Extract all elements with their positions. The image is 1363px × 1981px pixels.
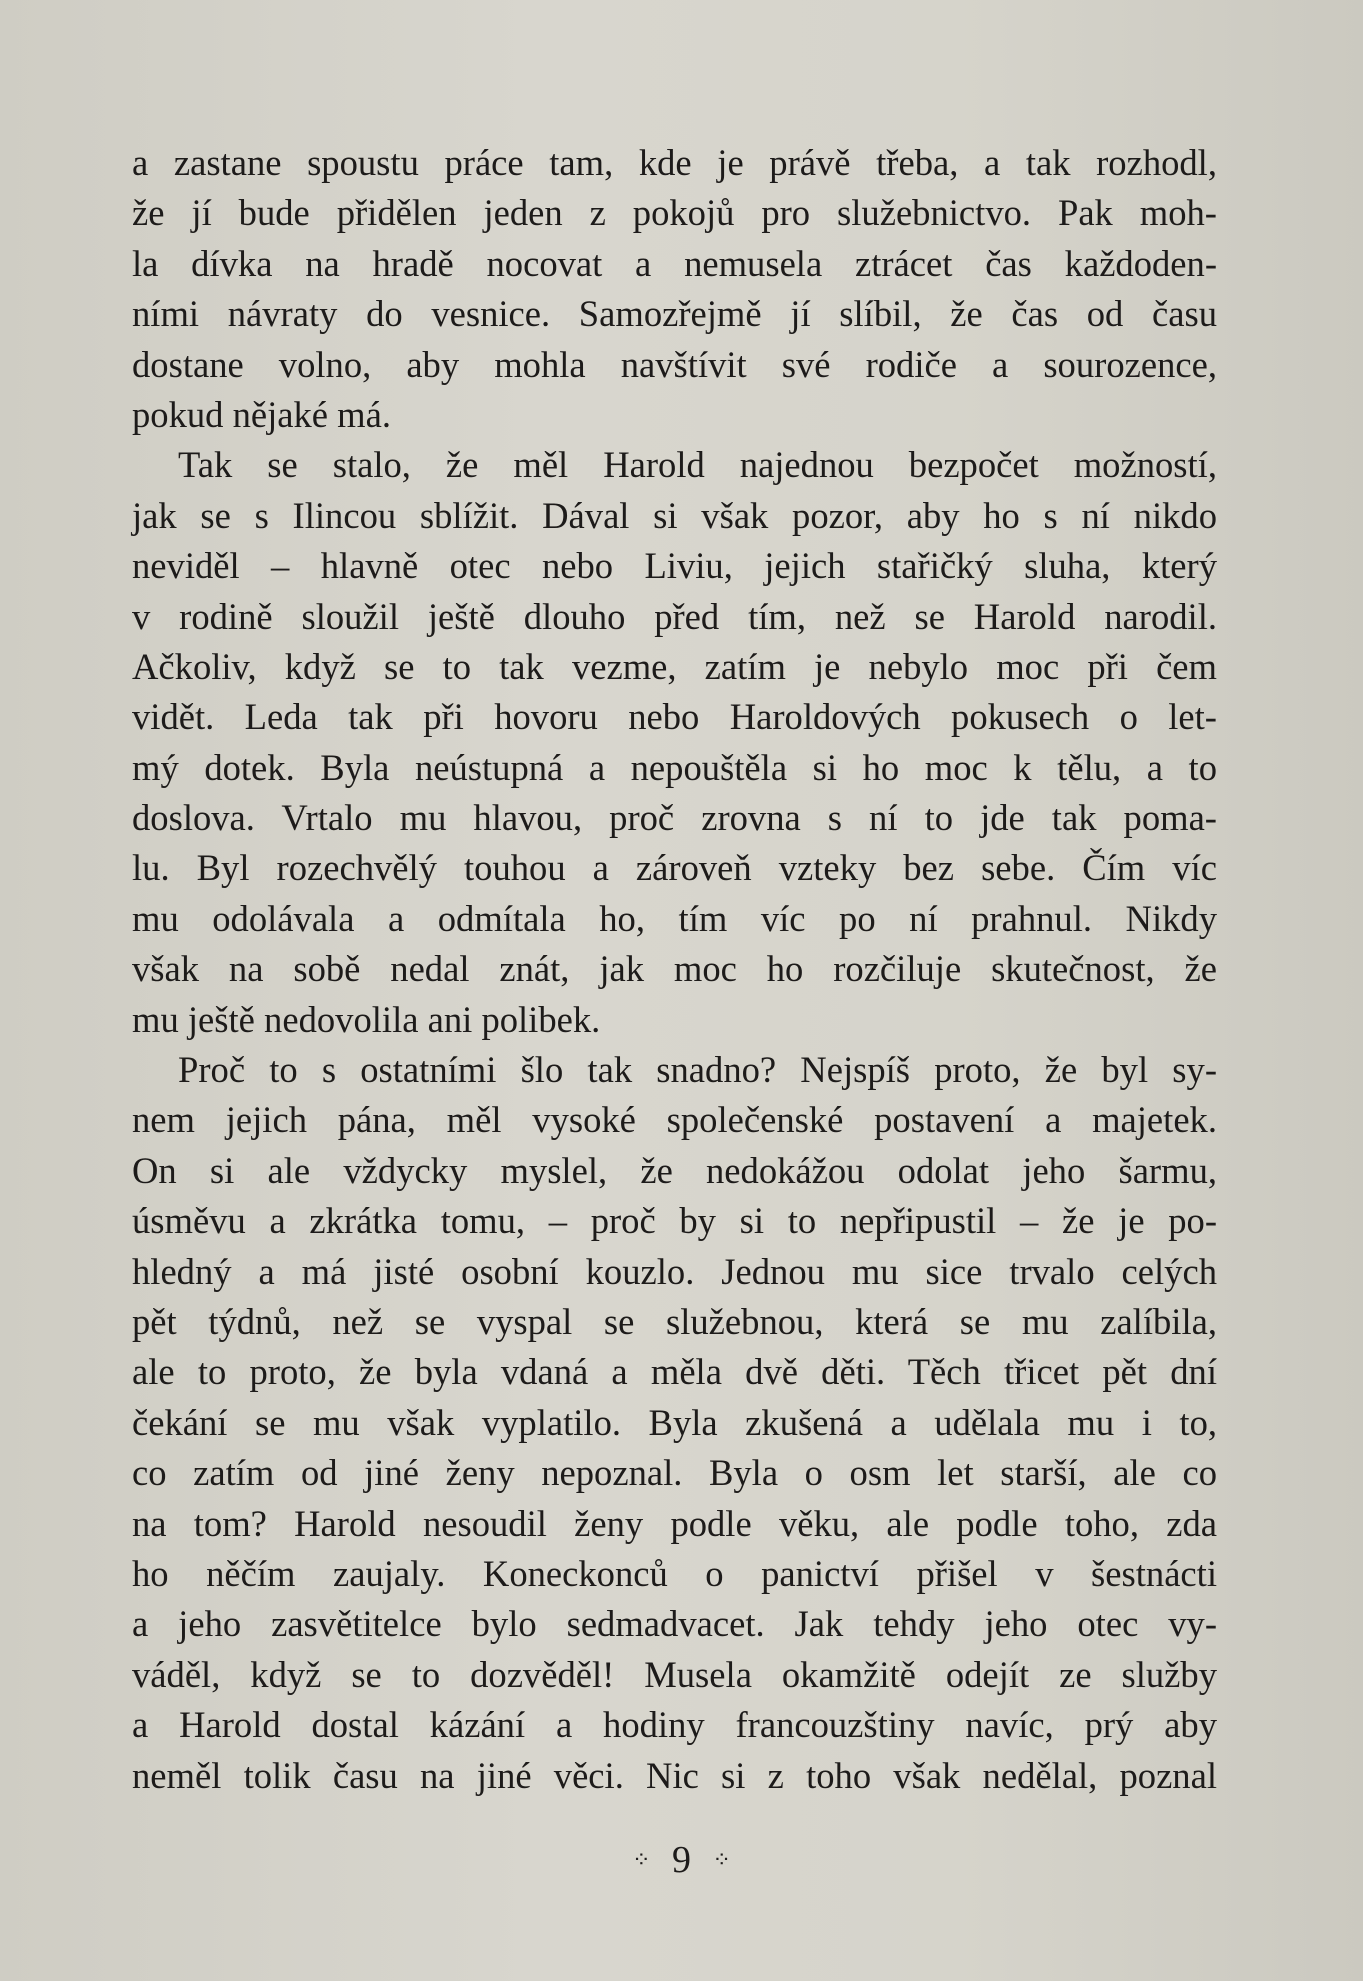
text-line: ale to proto, že byla vdaná a měla dvě děti. Těch třicet pět dní — [132, 1351, 1217, 1393]
paragraph — [132, 440, 1217, 1045]
text-line: Tak se stalo, že měl Harold najednou bezpočet možností, — [178, 444, 1217, 486]
text-line: co zatím od jiné ženy nepoznal. Byla o osm let starší, ale co — [132, 1452, 1217, 1494]
text-line: pět týdnů, než se vyspal se služebnou, která se mu zalíbila, — [132, 1300, 1217, 1342]
body-text — [132, 138, 1217, 1801]
text-line: v rodině sloužil ještě dlouho před tím, než se Harold narodil. — [132, 595, 1217, 637]
paragraph — [132, 138, 1217, 440]
text-line: že jí bude přidělen jeden z pokojů pro služebnictvo. Pak moh- — [132, 192, 1217, 234]
text-line: Proč to s ostatními šlo tak snadno? Nejspíš proto, že byl sy- — [178, 1049, 1217, 1091]
text-line: však na sobě nedal znát, jak moc ho rozčiluje skutečnost, že — [132, 948, 1217, 990]
text-line: On si ale vždycky myslel, že nedokážou odolat jeho šarmu, — [132, 1149, 1217, 1191]
ornament-right-icon: ⁘ — [712, 1847, 731, 1873]
ornament-left-icon: ⁘ — [632, 1847, 651, 1873]
text-line: jak se s Ilincou sblížit. Dával si však pozor, aby ho s ní nikdo — [132, 494, 1217, 536]
text-line: doslova. Vrtalo mu hlavou, proč zrovna s ní to jde tak poma- — [132, 797, 1217, 839]
text-line: a Harold dostal kázání a hodiny francouzštiny navíc, prý aby — [132, 1704, 1217, 1746]
page-number: 9 — [672, 1839, 691, 1881]
text-line: nem jejich pána, měl vysoké společenské postavení a majetek. — [132, 1099, 1217, 1141]
text-line: vidět. Leda tak při hovoru nebo Haroldových pokusech o let- — [132, 696, 1217, 738]
text-line: mu ještě nedovolila ani polibek. — [132, 998, 601, 1040]
text-line: mu odolávala a odmítala ho, tím víc po ní prahnul. Nikdy — [132, 897, 1217, 939]
text-line: ho něčím zaujaly. Koneckonců o panictví přišel v šestnácti — [132, 1552, 1217, 1594]
page-footer — [0, 1838, 1363, 1882]
text-line: na tom? Harold nesoudil ženy podle věku, ale podle toho, zda — [132, 1502, 1217, 1544]
text-line: váděl, když se to dozvěděl! Musela okamžitě odejít ze služby — [132, 1653, 1217, 1695]
text-line: la dívka na hradě nocovat a nemusela ztrácet čas každoden- — [132, 242, 1217, 284]
text-line: pokud nějaké má. — [132, 393, 392, 435]
text-line: dostane volno, aby mohla navštívit své rodiče a sourozence, — [132, 343, 1217, 385]
paragraph — [132, 1045, 1217, 1801]
text-line: úsměvu a zkrátka tomu, – proč by si to nepřipustil – že je po- — [132, 1200, 1217, 1242]
text-line: a zastane spoustu práce tam, kde je právě třeba, a tak rozhodl, — [132, 142, 1217, 183]
text-line: neviděl – hlavně otec nebo Liviu, jejich stařičký sluha, který — [132, 545, 1217, 587]
text-line: ními návraty do vesnice. Samozřejmě jí slíbil, že čas od času — [132, 293, 1217, 335]
text-line: čekání se mu však vyplatilo. Byla zkušená a udělala mu i to, — [132, 1401, 1217, 1443]
text-line: neměl tolik času na jiné věci. Nic si z toho však nedělal, poznal — [132, 1754, 1217, 1796]
text-line: Ačkoliv, když se to tak vezme, zatím je nebylo moc při čem — [132, 645, 1217, 687]
text-line: a jeho zasvětitelce bylo sedmadvacet. Jak tehdy jeho otec vy- — [132, 1603, 1217, 1645]
text-line: lu. Byl rozechvělý touhou a zároveň vzteky bez sebe. Čím víc — [132, 847, 1217, 889]
text-line: mý dotek. Byla neústupná a nepouštěla si ho moc k tělu, a to — [132, 746, 1217, 788]
text-line: hledný a má jisté osobní kouzlo. Jednou mu sice trvalo celých — [132, 1250, 1217, 1292]
